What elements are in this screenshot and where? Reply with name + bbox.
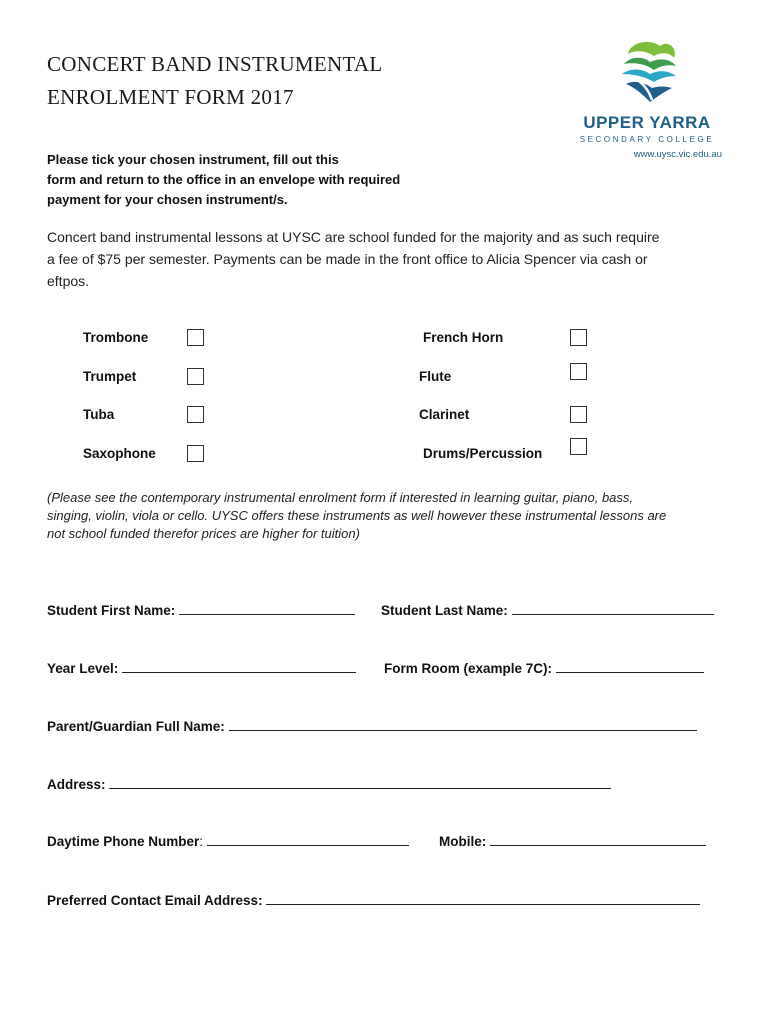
address-label: Address: — [47, 777, 106, 792]
parent-name-label: Parent/Guardian Full Name: — [47, 719, 225, 734]
contemporary-note — [47, 489, 737, 543]
description-line-3: eftpos. — [47, 273, 90, 289]
instructions — [47, 150, 477, 210]
instructions-line-2: form and return to the office in an envelope with required — [47, 172, 401, 187]
school-logo-mark — [620, 40, 678, 106]
note-line-3: not school funded therefor prices are higher for tuition) — [47, 526, 360, 541]
email-input[interactable] — [266, 892, 700, 905]
school-url: www.uysc.vic.edu.au — [633, 149, 722, 160]
instrument-label-tuba: Tuba — [83, 407, 115, 422]
school-name: UPPER YARRA — [583, 113, 711, 132]
mobile-input[interactable] — [490, 833, 706, 846]
first-name-label: Student First Name: — [47, 603, 176, 618]
description-line-2: a fee of $75 per semester. Payments can be made in the front office to Alicia Spencer via cash or — [47, 251, 648, 267]
address-row — [47, 776, 611, 794]
daytime-phone-colon: : — [199, 834, 204, 849]
year-level-row — [47, 660, 356, 678]
checkbox-saxophone[interactable] — [187, 445, 204, 462]
instrument-label-saxophone: Saxophone — [83, 446, 156, 461]
last-name-row — [381, 602, 714, 620]
address-input[interactable] — [109, 776, 611, 789]
note-line-2: singing, violin, viola or cello. UYSC offers these instruments as well however these instrumental lessons are — [47, 508, 667, 523]
checkbox-trumpet[interactable] — [187, 368, 204, 385]
instrument-label-drums: Drums/Percussion — [423, 446, 543, 461]
year-level-label: Year Level: — [47, 661, 119, 676]
school-subtitle: SECONDARY COLLEGE — [579, 135, 715, 144]
form-room-input[interactable] — [556, 660, 704, 673]
email-label: Preferred Contact Email Address: — [47, 893, 263, 908]
daytime-phone-input[interactable] — [207, 833, 409, 846]
daytime-phone-label: Daytime Phone Number — [47, 834, 200, 849]
page-title — [47, 48, 467, 114]
note-line-1: (Please see the contemporary instrumental enrolment form if interested in learning guitar, piano, bass, — [47, 490, 634, 505]
daytime-phone-row — [47, 833, 409, 851]
checkbox-flute[interactable] — [570, 363, 587, 380]
checkbox-clarinet[interactable] — [570, 406, 587, 423]
instructions-line-1: Please tick your chosen instrument, fill out this — [47, 152, 339, 167]
instructions-line-3: payment for your chosen instrument/s. — [47, 192, 288, 207]
instrument-label-trombone: Trombone — [83, 330, 149, 345]
fee-description — [47, 226, 727, 292]
title-line-1: CONCERT BAND INSTRUMENTAL — [47, 52, 383, 76]
instrument-label-french-horn: French Horn — [423, 330, 504, 345]
mobile-row — [439, 833, 706, 851]
mobile-label: Mobile: — [439, 834, 487, 849]
instrument-label-flute: Flute — [419, 369, 452, 384]
title-line-2: ENROLMENT FORM 2017 — [47, 85, 294, 109]
checkbox-trombone[interactable] — [187, 329, 204, 346]
parent-name-row — [47, 718, 697, 736]
last-name-label: Student Last Name: — [381, 603, 508, 618]
school-logo — [572, 40, 732, 172]
instrument-label-clarinet: Clarinet — [419, 407, 470, 422]
form-room-row — [384, 660, 704, 678]
checkbox-drums[interactable] — [570, 438, 587, 455]
first-name-row — [47, 602, 355, 620]
checkbox-french-horn[interactable] — [570, 329, 587, 346]
checkbox-tuba[interactable] — [187, 406, 204, 423]
instrument-label-trumpet: Trumpet — [83, 369, 137, 384]
parent-name-input[interactable] — [229, 718, 697, 731]
email-row — [47, 892, 700, 910]
first-name-input[interactable] — [179, 602, 355, 615]
year-level-input[interactable] — [122, 660, 356, 673]
description-line-1: Concert band instrumental lessons at UYSC are school funded for the majority and as such require — [47, 229, 660, 245]
last-name-input[interactable] — [512, 602, 714, 615]
form-room-label: Form Room (example 7C): — [384, 661, 553, 676]
